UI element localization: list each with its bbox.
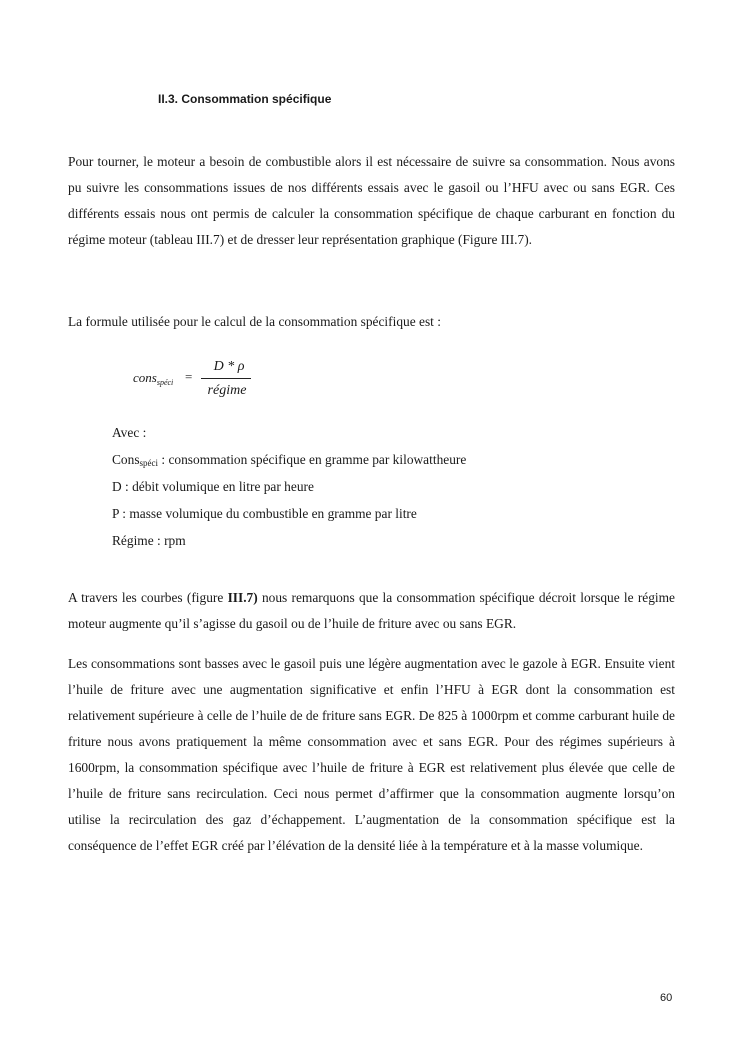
- definitions-list: [112, 419, 466, 554]
- paragraph-analysis: Les consommations sont basses avec le gasoil puis une légère augmentation avec le gazole à EGR. Ensuite vient l’huile de friture avec une augmentation significative et enfin l’HFU à EGR dont la consommation est relativement supérieure à celle de l’huile de de friture sans EGR. De 825 à 1000rpm et comme carburant huile de friture nous avons pratiquement la même consommation avec et sans EGR. Pour des régimes supérieurs à 1600rpm, la consommation spécifique avec l’huile de friture à EGR est relativement plus élevée que celle de l’huile de friture sans recirculation. Ceci nous permet d’affirmer que la consommation augmente lorsqu’on utilise la recirculation des gaz d’échappement. L’augmentation de la consommation spécifique est la conséquence de l’effet EGR créé par l’élévation de la densité liée à la température et à la masse volumique.: [68, 656, 675, 853]
- paragraph-curves: [68, 585, 675, 637]
- definition-cons-main: Cons: [112, 452, 140, 467]
- definition-regime: Régime : rpm: [112, 533, 186, 548]
- paragraph-intro: Pour tourner, le moteur a besoin de combustible alors il est nécessaire de suivre sa consommation. Nous avons pu suivre les consommations issues de nos différents essais avec le gasoil ou l’HFU avec ou sans EGR. Ces différents essais nous ont permis de calculer la consommation spécifique de chaque carburant en fonction du régime moteur (tableau III.7) et de dresser leur représentation graphique (Figure III.7).: [68, 154, 675, 247]
- figure-reference: III.7): [227, 590, 258, 605]
- specific-consumption-formula: [133, 356, 333, 406]
- paragraph-formula-intro: La formule utilisée pour le calcul de la consommation spécifique est :: [68, 314, 441, 329]
- paragraph-curves-before: A travers les courbes (figure: [68, 590, 228, 605]
- definition-cons: [112, 446, 466, 473]
- formula-lhs-text: cons: [133, 370, 157, 385]
- section-title: II.3. Consommation spécifique: [158, 92, 332, 106]
- formula-lhs-subscript: spéci: [156, 378, 174, 387]
- definition-d: D : débit volumique en litre par heure: [112, 479, 314, 494]
- definition-cons-subscript: spéci: [139, 458, 159, 468]
- formula-numerator: D * ρ: [213, 359, 245, 374]
- paragraph-curves-after: nous remarquons que la consommation spécifique décroit lorsque le régime moteur augmente qu’il s’agisse du gasoil ou de l’huile de friture avec ou sans EGR.: [68, 590, 675, 631]
- page-number: 60: [660, 992, 673, 1004]
- formula-fraction-bar: [201, 378, 251, 379]
- definition-cons-text: : consommation spécifique en gramme par kilowattheure: [158, 452, 467, 467]
- formula-equals: =: [185, 369, 193, 384]
- definition-p: P : masse volumique du combustible en gramme par litre: [112, 506, 417, 521]
- formula-denominator: régime: [207, 383, 247, 398]
- formula-lhs: [133, 370, 173, 387]
- definition-avec: Avec :: [112, 425, 147, 440]
